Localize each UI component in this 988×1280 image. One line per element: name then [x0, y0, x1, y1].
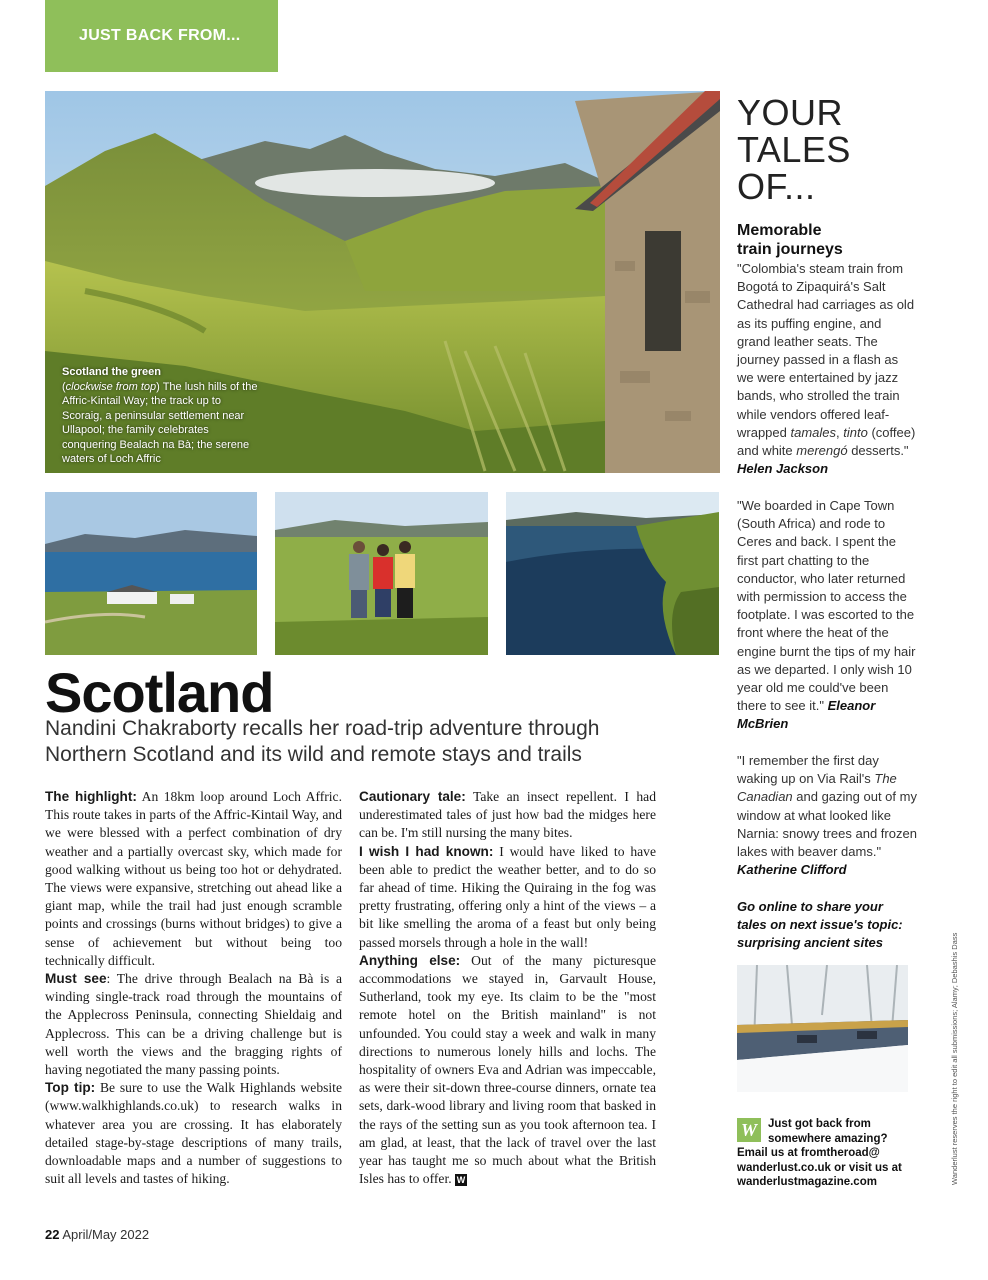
quote-italic: tinto	[843, 424, 868, 440]
caption-lead: clockwise from top	[65, 380, 157, 393]
article-title: Scotland	[45, 661, 274, 724]
quote-text: "Colombia's steam train from Bogotá to Zipaquirá's Salt Cathedral had carriages as old as its puffing engine, and grand leather seats. The journey passed in a flash as we were entertained by jazz bands, who strolled the train while vendors offered leaf-wrapped	[737, 261, 915, 440]
quote-text: "I remember the first day waking up on Via Rail's	[737, 753, 879, 787]
quote-author: Katherine Clifford	[737, 862, 847, 878]
must-see-label: Must see	[45, 971, 107, 987]
caption-heading: Scotland the green	[62, 366, 162, 378]
body-column-1	[45, 788, 342, 1188]
submit-prompt: Just got back from somewhere amazing?	[768, 1118, 888, 1145]
photo-credit: Wanderlust reserves the right to edit all submissions; Alamy; Debashis Dass	[950, 932, 959, 1185]
quote-katherine	[737, 752, 917, 879]
top-tip-paragraph	[45, 1079, 342, 1188]
quote-text: and gazing out of my window at what looked like Narnia: snowy trees and frozen lakes with beaver dams."	[737, 789, 917, 860]
quote-italic: merengó	[796, 443, 848, 459]
photo-family	[275, 492, 488, 655]
hero-caption: Scotland the green (clockwise from top) The lush hills of the Affric-Kintail Way; the track up to Scoraig, a peninsular settlement near Ullapool; the family celebrates conquering Bealach na Bà; the serene waters of Loch Affric	[62, 366, 258, 465]
caution-label: Cautionary tale:	[359, 789, 466, 804]
section-tag: JUST BACK FROM...	[45, 0, 278, 72]
else-text: Out of the many picturesque accommodations we stayed in, Garvault House, Sutherland, took my eye. Its claim to be the "most remote hotel on the British mainland" is not unfounded. You could stay a week and walk in many directions to numerous lonely hills and lochs. The hospitality of owners Eva and Adrian was impeccable, as were their sit-down three-course dinners, ornate tea sets, dark-wood library and living room that basked in the rays of the setting sun as you took afternoon tea. I am glad, at least, that the lack of travel over the last year has taught me so much about what the British Isles has to offer.	[359, 952, 657, 1187]
must-see-paragraph	[45, 970, 342, 1079]
must-see-text: : The drive through Bealach na Bà is a winding single-track road through the mountains of the Applecross Peninsula, connecting Shieldaig and Applecross. This can be a driving challenge but is well worth the views and the bragging rights of having negotiated the many passing points.	[45, 971, 342, 1078]
share-cta: Go online to share your tales on next issue's topic: surprising ancient sites	[737, 899, 903, 951]
quote-author: Helen Jackson	[737, 461, 829, 477]
sidebar-subtitle-line-1: Memorable	[737, 222, 822, 239]
highlight-paragraph	[45, 788, 342, 970]
wish-text: I would have liked to have been able to predict the weather better, and to do so far ahead of time. Hiking the Quiraing in the fog was pretty frustrating, offering only a hint of the views – a bit like smelling the aroma of a feast but only being passed morsels through a hole in the wall!	[359, 843, 656, 950]
end-mark-icon: W	[456, 1175, 466, 1186]
page-number: 22	[45, 1227, 60, 1242]
issue-date: April/May 2022	[62, 1227, 150, 1242]
quote-eleanor	[737, 497, 917, 734]
photo-scoraig	[45, 492, 257, 655]
wish-label: I wish I had known:	[359, 843, 494, 859]
quote-helen	[737, 260, 917, 478]
highlight-label: The highlight:	[45, 789, 137, 804]
wanderlust-logo-icon: W	[737, 1118, 761, 1142]
highlight-text: An 18km loop around Loch Affric. This route takes in parts of the Affric-Kintail Way, and we were blessed with a perfect combination of dry weather and a partially overcast sky, which made for good walking without us being too hot or dehydrated. The views were expansive, stretching out ahead like a giant map, while the trail had just enough scramble points and crossings (burns without bridges) to give a sense of achievement but without being too technically difficult.	[45, 789, 342, 968]
quote-italic: The Canadian	[737, 771, 897, 805]
caution-text: Take an insect repellent. I had underestimated tales of just how bad the midges here can be. I'm still nursing the many bites.	[359, 789, 656, 841]
quote-text: (coffee) and white	[737, 424, 916, 459]
quote-text: desserts."	[847, 443, 909, 459]
submit-contact[interactable]: Email us at fromtheroad@ wanderlust.co.uk or visit us at wanderlustmagazine.com	[737, 1147, 902, 1188]
photo-snowy-train	[737, 965, 908, 1092]
wish-paragraph	[359, 843, 656, 952]
else-label: Anything else:	[359, 952, 461, 968]
body-column-2	[359, 788, 656, 1188]
quote-text: "We boarded in Cape Town (South Africa) and rode to Ceres and back. I spent the first part chatting to the conductor, who later returned with permission to access the footplate. I was escorted to the front where the heat of the engine burnt the tips of my hair as we departed. I only wish 10 year old me could've been there to see it."	[737, 498, 916, 714]
standfirst: Nandini Chakraborty recalls her road-trip adventure through Northern Scotland and its wild and remote stays and trails	[45, 717, 600, 766]
quote-author: Eleanor McBrien	[737, 698, 876, 732]
quote-text: ,	[836, 424, 844, 440]
sidebar-subtitle	[737, 221, 843, 259]
sidebar-title-line-3: OF...	[737, 166, 816, 207]
sidebar-title-line-2: TALES	[737, 129, 851, 170]
caption-body: The lush hills of the Affric-Kintail Way; the track up to Scoraig, a peninsular settlement near Ullapool; the family celebrates conquering Bealach na Bà; the serene waters of Loch Affric	[62, 380, 258, 465]
else-paragraph	[359, 952, 656, 1189]
sidebar-subtitle-line-2: train journeys	[737, 241, 843, 258]
sidebar-title	[737, 94, 851, 205]
quote-italic: tamales	[790, 424, 837, 440]
caution-paragraph	[359, 788, 656, 843]
top-tip-text: Be sure to use the Walk Highlands website (www.walkhighlands.co.uk) to research walks in whatever area you are crossing. It has elaborately detailed stage-by-stage descriptions of many trails, downloadable maps and a number of suggestions to suit all levels and tastes of hiking.	[45, 1080, 342, 1187]
top-tip-label: Top tip:	[45, 1080, 96, 1096]
sidebar-title-line-1: YOUR	[737, 92, 844, 133]
photo-loch-affric	[506, 492, 719, 655]
page-folio	[45, 1227, 149, 1242]
